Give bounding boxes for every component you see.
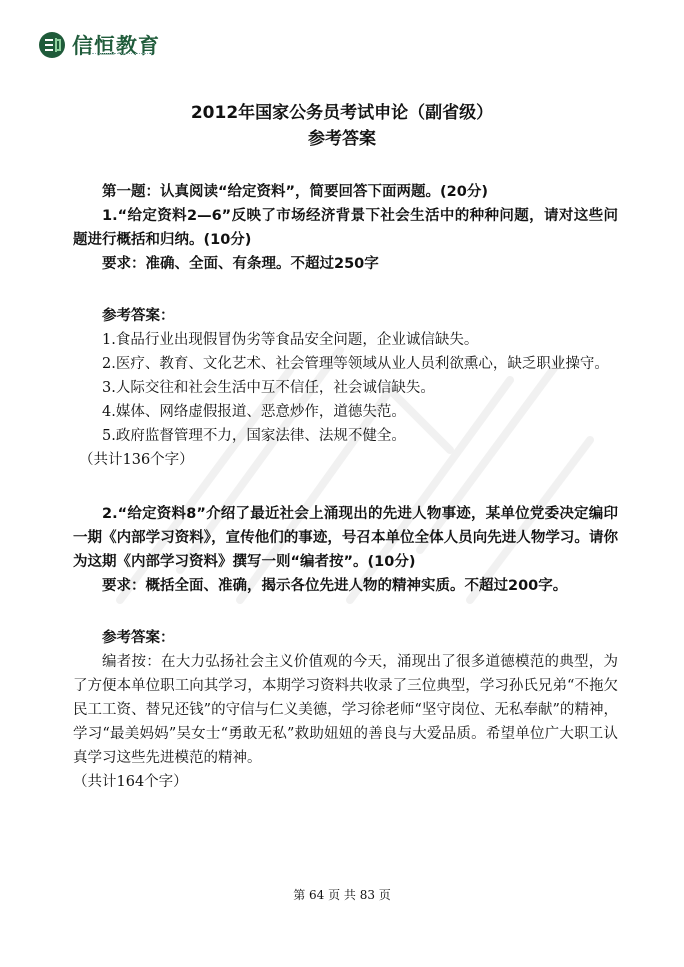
question-1: 1.“给定资料2—6”反映了市场经济背景下社会生活中的种种问题，请对这些问题进行概括和归纳。(10分) (73, 208, 618, 248)
answer-2-text: 编者按：在大力弘扬社会主义价值观的今天，涌现出了很多道德模范的典型，为了方便本单位职工向其学习，本期学习资料共收录了三位典型，学习孙氏兄弟“不拖欠民工工资、替兄还钱”的守信与仁义美德，学习徐老师“坚守岗位、无私奉献”的精神，学习“最美妈妈”吴女士“勇敢无私”救助妞妞的善良与大爱品质。希望单位广大职工认真学习这些先进模范的精神。 (73, 654, 618, 766)
document-title (0, 100, 684, 152)
question-1-requirement: 要求：准确、全面、有条理。不超过250字 (102, 256, 379, 272)
answer-1-item-3: 3.人际交往和社会生活中互不信任，社会诚信缺失。 (102, 380, 435, 396)
answer-2-word-count: （共计164个字） (73, 774, 188, 790)
document-body (73, 180, 618, 794)
answer-2-label: 参考答案： (102, 630, 175, 646)
title-line-1: 2012年国家公务员考试申论（副省级） (190, 103, 494, 123)
logo-text: 信恒教育 (72, 34, 160, 58)
logo-emblem-icon (38, 31, 66, 59)
answer-1-item-4: 4.媒体、网络虚假报道、恶意炒作，道德失范。 (102, 404, 406, 420)
logo-underline (92, 53, 152, 57)
title-line-2: 参考答案 (308, 129, 376, 149)
answer-1-item-2: 2.医疗、教育、文化艺术、社会管理等领域从业人员利欲熏心，缺乏职业操守。 (102, 356, 609, 372)
answer-1-label: 参考答案： (102, 308, 175, 324)
question-2-requirement: 要求：概括全面、准确，揭示各位先进人物的精神实质。不超过200字。 (102, 578, 568, 594)
answer-1-item-5: 5.政府监督管理不力，国家法律、法规不健全。 (102, 428, 406, 444)
answer-1-item-1: 1.食品行业出现假冒伪劣等食品安全问题，企业诚信缺失。 (102, 332, 479, 348)
answer-1-word-count: （共计136个字） (79, 452, 194, 468)
page-footer: 第 64 页 共 83 页 (293, 888, 391, 902)
section1-heading: 第一题：认真阅读“给定资料”，简要回答下面两题。(20分) (102, 184, 488, 200)
question-2: 2.“给定资料8”介绍了最近社会上涌现出的先进人物事迹，某单位党委决定编印一期《内部学习资料》，宣传他们的事迹，号召本单位全体人员向先进人物学习。请你为这期《内部学习资料》撰写一则“编者按”。(10分) (73, 506, 618, 570)
